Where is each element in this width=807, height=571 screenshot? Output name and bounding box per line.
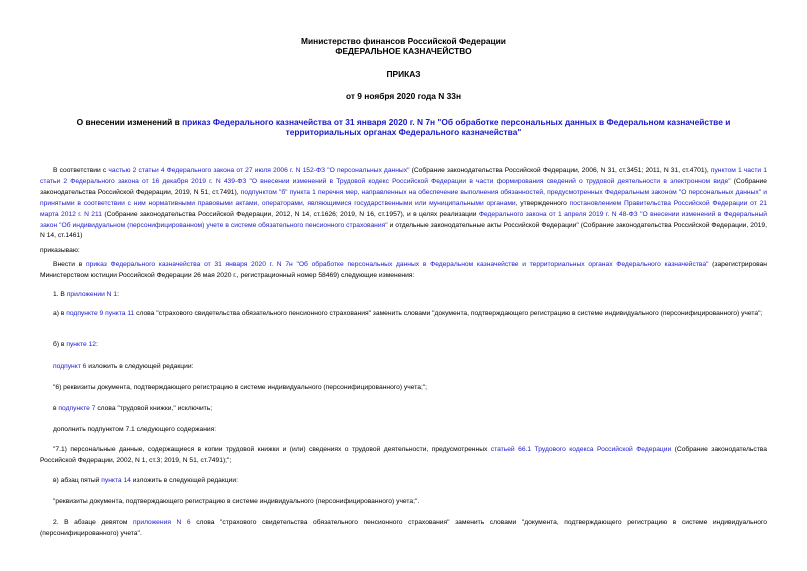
link-point-12[interactable]: пункте 12 <box>66 341 96 348</box>
title-order-link[interactable]: приказ Федерального казначейства от 31 января 2020 г. N 7н "Об обработке персональных данных в Федеральном казначействе и территориальных органах Федерального казначейства" <box>182 117 731 137</box>
link-law-152fz[interactable]: частью 2 статьи 4 Федерального закона от 27 июля 2006 г. N 152-ФЗ "О персональных данных" <box>108 167 410 174</box>
document-date-number: от 9 ноября 2020 года N 33н <box>345 91 462 101</box>
point-1-text-2: : <box>117 291 119 298</box>
item-1-paragraph <box>40 260 767 282</box>
subpoint-7-text-2: слова "трудовой книжки," исключить; <box>95 405 213 412</box>
subpoint-v-text-1: в) абзац пятый <box>53 477 102 484</box>
preamble-text-6: и отдельные законодательные акты Российской Федерации" (Собрание законодательства Российской Федерации, 2019, N 14, ст.1461) <box>40 221 767 240</box>
subpoint-b-text-1: б) в <box>53 341 67 348</box>
link-order-7n[interactable]: приказ Федерального казначейства от 31 января 2020 г. N 7н "Об обработке персональных данных в Федеральном казначействе и территориальных органах Федерального казначейства" <box>85 261 709 268</box>
quote-subpoint-7-1 <box>40 445 767 467</box>
preamble-text-2: (Собрание законодательства Российской Федерации, 2006, N 31, ст.3451; 2011, N 31, ст.4701), <box>409 167 711 174</box>
preamble-text-5: (Собрание законодательства Российской Федерации, 2012, N 14, ст.1626; 2019, N 16, ст.1957), и в целях реализации <box>101 210 479 218</box>
preamble-text-1: В соответствии с <box>53 167 109 174</box>
subpoint-v-text-2: изложить в следующей редакции: <box>130 477 238 484</box>
point-1-text-1: 1. В <box>53 291 67 298</box>
treasury-name: ФЕДЕРАЛЬНОЕ КАЗНАЧЕЙСТВО <box>335 46 472 56</box>
quote-7-1-text-1: "7.1) персональные данные, содержащиеся в копии трудовой книжки и (или) сведениях о трудовой деятельности, предусмотренных <box>53 446 491 453</box>
subpoint-a-text-2: слова "страхового свидетельства обязательного пенсионного страхования" заменить словами "документа, подтверждающего регистрацию в системе индивидуального (персонифицированного) учета"; <box>134 310 763 317</box>
ministry-name: Министерство финансов Российской Федерации <box>301 36 506 46</box>
document-type: ПРИКАЗ <box>386 69 421 79</box>
link-appendix-1[interactable]: приложении N 1 <box>66 291 118 298</box>
link-labor-code-66-1[interactable]: статьей 66.1 Трудового кодекса Российской Федерации <box>490 446 672 453</box>
point-1-paragraph <box>40 290 767 301</box>
subpoint-b-paragraph <box>40 340 767 351</box>
subpoint-7-text-1: в <box>53 405 59 412</box>
item-1-text-2: (зарегистрирован Министерством юстиции Российской Федерации 26 мая 2020 г., регистрационный номер 58469) следующие изменения: <box>40 261 767 279</box>
preamble-text-3: (Собрание законодательства Российской Федерации, 2019, N 51, ст.7491), <box>40 177 767 196</box>
subpoint-6-text: изложить в следующей редакции: <box>86 363 194 370</box>
quote-7-1-text-2: (Собрание законодательства Российской Федерации, 2002, N 1, ст.3; 2019, N 51, ст.7491);"; <box>40 446 767 464</box>
link-measures-list[interactable]: подпунктом "б" пункта 1 перечня мер, направленных на обеспечение выполнения обязанностей, предусмотренных Федеральным законом "О персональных данных" и принятыми в соответствии с ним нормативными правовыми актами, операторами, являющимися государственными или муниципальными органами <box>40 188 767 207</box>
link-government-decree-211[interactable]: постановлением Правительства Российской Федерации от 21 марта 2012 г. N 211 <box>40 199 768 218</box>
link-subpoint-7[interactable]: подпункте 7 <box>58 405 96 412</box>
subpoint-v-paragraph <box>40 476 767 487</box>
point-2-text-1: 2. В абзаце девятом <box>53 519 133 526</box>
link-appendix-6[interactable]: приложения N 6 <box>133 519 191 526</box>
point-2-paragraph <box>40 518 767 540</box>
link-subpoint-6[interactable]: подпункт 6 <box>53 363 87 370</box>
link-subpoint-9-point-11[interactable]: подпункте 9 пункта 11 <box>66 310 135 317</box>
link-law-439fz[interactable]: пунктом 1 части 1 статьи 2 Федерального закона от 16 декабря 2019 г. N 439-ФЗ "О внесении изменений в Трудовой кодекс Российской Федерации в части формирования сведений о трудовой деятельности в электронном виде" <box>40 167 768 185</box>
document-title <box>60 117 747 137</box>
preamble-paragraph <box>40 166 767 242</box>
quote-subpoint-v: "реквизиты документа, подтверждающего регистрацию в системе индивидуального (персонифицированного) учета;". <box>53 498 420 505</box>
order-word: приказываю: <box>40 247 80 254</box>
title-prefix: О внесении изменений в <box>76 117 183 127</box>
subpoint-6-paragraph <box>40 362 767 373</box>
subpoint-b-text-2: : <box>96 341 98 348</box>
subpoint-a-text-1: а) в <box>53 310 67 317</box>
link-point-14[interactable]: пункта 14 <box>101 477 131 484</box>
preamble-text-4: , утвержденного <box>515 199 570 207</box>
quote-subpoint-6: "6) реквизиты документа, подтверждающего регистрацию в системе индивидуального (персонифицированного) учета;"; <box>53 384 428 391</box>
subpoint-a-paragraph <box>40 309 767 320</box>
add-subpoint-7-1: дополнить подпунктом 7.1 следующего содержания: <box>53 426 217 433</box>
link-law-48fz[interactable]: Федерального закона от 1 апреля 2019 г. N 48-ФЗ "О внесении изменений в Федеральный закон "Об индивидуальном (персонифицированном) учете в системе обязательного пенсионного страхования" <box>40 210 767 229</box>
subpoint-7-paragraph <box>40 404 767 415</box>
item-1-text-1: Внести в <box>53 261 86 268</box>
point-2-text-2: слова "страхового свидетельства обязательного пенсионного страхования" заменить словами "документа, подтверждающего регистрацию в системе индивидуального (персонифицированного) учета". <box>40 519 767 537</box>
